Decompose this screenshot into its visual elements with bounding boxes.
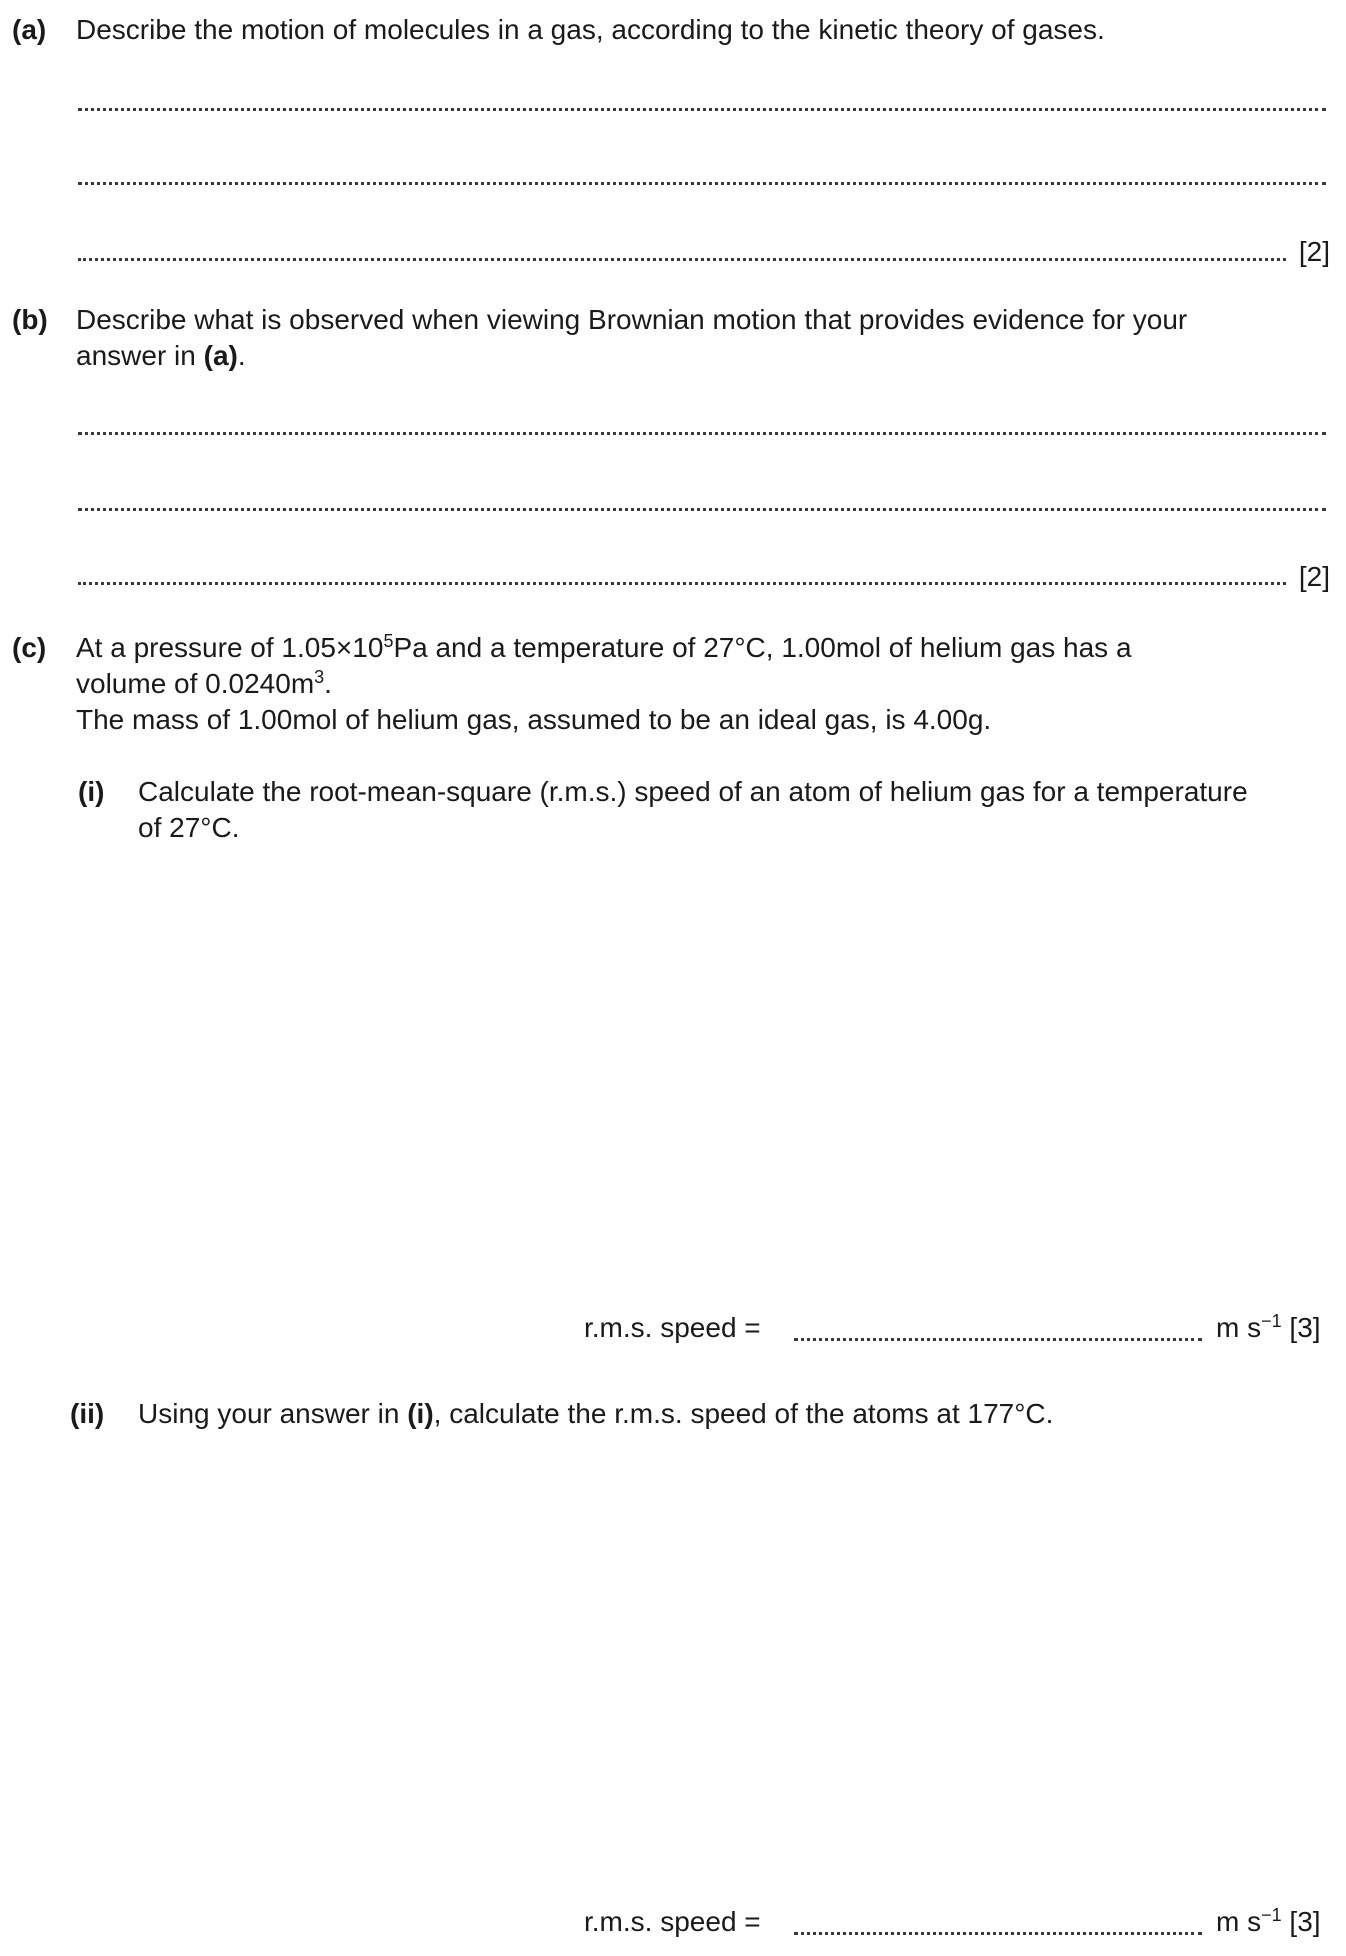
part-c-label: (c) — [12, 632, 47, 663]
part-c-line-3: The mass of 1.00mol of helium gas, assumed to be an ideal gas, is 4.00g. — [76, 704, 992, 735]
part-c-i-answer-label: r.m.s. speed = — [584, 1312, 761, 1343]
part-c-line-2: volume of $0.0240m^3$. — [76, 667, 332, 699]
part-c-i-answer-line[interactable] — [794, 1338, 1202, 1341]
part-b-question-line-2: answer in (a). — [76, 340, 246, 371]
part-c-i-question-line-2: of 27°C. — [138, 812, 240, 843]
answer-line-b-3[interactable] — [78, 582, 1286, 585]
answer-line-a-1[interactable] — [78, 108, 1326, 111]
part-c-ii-question: Using your answer in (i), calculate the r.m.s. speed of the atoms at 177°C. — [138, 1398, 1054, 1429]
answer-line-b-1[interactable] — [78, 432, 1326, 435]
answer-line-a-3[interactable] — [78, 258, 1286, 261]
part-c-line-1: At a pressure of $1.05\times 10^5Pa$ and a temperature of 27°C, 1.00mol of helium gas has a — [76, 631, 1132, 663]
part-c-i-label: (i) — [78, 776, 105, 807]
answer-line-a-2[interactable] — [78, 182, 1326, 185]
part-c-ii-answer-label: r.m.s. speed = — [584, 1906, 761, 1937]
answer-line-b-2[interactable] — [78, 508, 1326, 511]
part-c-i-unit-marks: m $s^{-1}$ [3] — [1216, 1311, 1321, 1343]
part-c-ii-unit-marks: m $s^{-1}$ [3] — [1216, 1905, 1321, 1937]
part-c-ii-answer-line[interactable] — [794, 1932, 1202, 1935]
part-a-question: Describe the motion of molecules in a gas, according to the kinetic theory of gases. — [76, 14, 1105, 45]
part-b-question-line-1: Describe what is observed when viewing Brownian motion that provides evidence for your — [76, 304, 1188, 335]
part-a-label: (a) — [12, 14, 47, 45]
part-c-ii-label: (ii) — [70, 1398, 105, 1429]
part-b-label: (b) — [12, 304, 48, 335]
part-b-marks: [2] — [1298, 561, 1330, 592]
part-a-marks: [2] — [1298, 236, 1330, 267]
part-c-i-question-line-1: Calculate the root-mean-square (r.m.s.) speed of an atom of helium gas for a temperature — [138, 776, 1248, 807]
